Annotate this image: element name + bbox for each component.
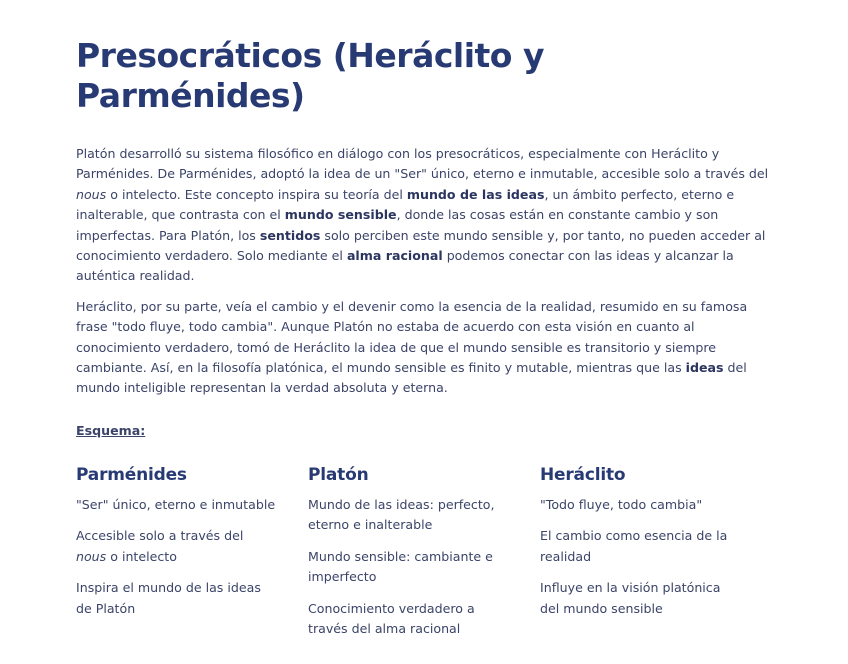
list-item: El cambio como esencia de la realidad [540,528,728,564]
bold-mundo-ideas: mundo de las ideas [406,186,545,202]
list-item: "Todo fluye, todo cambia" [540,496,703,512]
emphasis-nous: nous [76,186,107,202]
text-run: solo perciben este mundo sensible y, por tanto, no pueden acceder al conocimiento verdadero. Solo mediante el [76,227,766,264]
text-run: , donde las cosas están en constante cambio y son imperfectas. Para Platón, los [76,207,719,243]
list-item: "Ser" único, eterno e inmutable [76,496,276,512]
text-run: del mundo inteligible representan la verdad absoluta y eterna. [76,360,747,396]
list-item: Conocimiento verdadero a través del alma racional [308,600,475,636]
text-run: Accesible solo a través del [76,528,244,544]
column-heading-parmenides: Parménides [76,464,187,485]
bold-alma-racional: alma racional [346,248,443,264]
text-run: podemos conectar con las ideas y alcanzar la auténtica realidad. [76,248,734,284]
bold-mundo-sensible: mundo sensible [284,207,397,223]
paragraph-heraclito [76,297,776,399]
esquema-heading: Esquema: [76,422,146,438]
column-heading-heraclito: Heráclito [540,464,626,485]
list-item: Mundo de las ideas: perfecto, eterno e inalterable [308,496,495,533]
bold-sentidos: sentidos [259,227,321,243]
column-platon [308,465,540,650]
text-run: Platón desarrolló su sistema filosófico en diálogo con los presocráticos, especialmente con Heráclito y Parménides. De Parménides, adoptó la idea de un "Ser" único, eterno e inmutable, accesible solo a través del [76,146,769,182]
paragraph-parmenides [76,144,776,287]
column-parmenides [76,465,308,650]
list-item: Inspira el mundo de las ideas de Platón [76,580,261,616]
emphasis-nous: nous [76,548,107,564]
page-title: Presocráticos (Heráclito y Parménides) [76,36,544,115]
list-item [76,526,276,567]
text-run: o intelecto [106,548,177,564]
bold-ideas: ideas [685,360,724,376]
list-item: Influye en la visión platónica del mundo sensible [540,580,721,616]
list-item: Mundo sensible: cambiante e imperfecto [308,548,493,585]
text-run: o intelecto. Este concepto inspira su teoría del [106,186,407,202]
schema-columns [76,465,772,650]
text-run: , un ámbito perfecto, eterno e inalterable, que contrasta con el [76,186,735,223]
column-heading-platon: Platón [308,464,369,485]
intro-section [76,144,772,399]
text-run: Heráclito, por su parte, veía el cambio y el devenir como la esencia de la realidad, resumido en su famosa frase "todo fluye, todo cambia". Aunque Platón no estaba de acuerdo con esta visión en cuanto al conocimiento verdadero, tomó de Heráclito la idea de que el mundo sensible es transitorio y siempre cambiante. Así, en la filosofía platónica, el mundo sensible es finito y mutable, mientras que las [76,298,748,376]
column-heraclito [540,465,772,650]
